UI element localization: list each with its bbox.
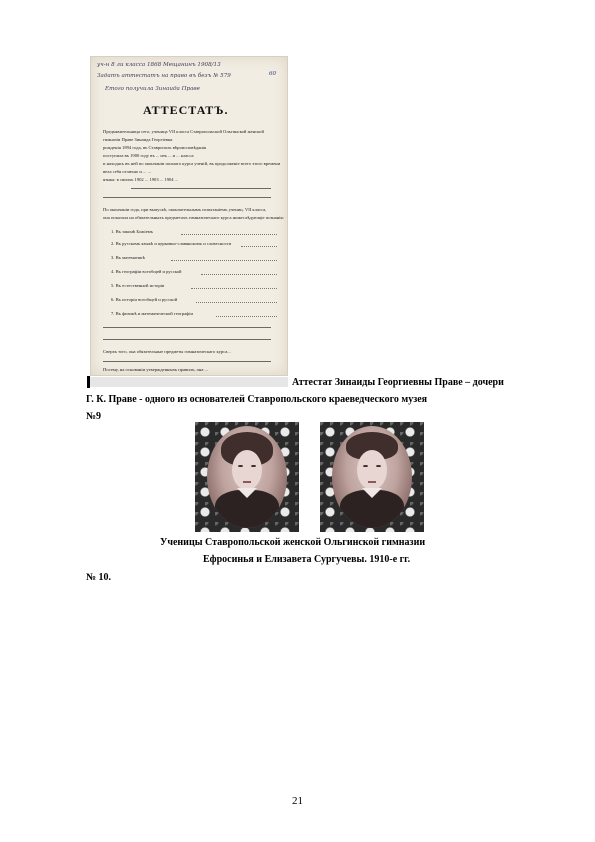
subject-line: 7. Въ физикѣ и математической географіи — [111, 311, 193, 316]
printed-line: По окончаніи года, при выпускѣ, окончательнымъ испытаніемъ учениц. VII класса, — [103, 207, 267, 212]
printed-line: языка: в своихъ 1902 ... 1903 ... 1904 ... — [103, 177, 179, 182]
subject-line: 5. Въ естественной исторіи — [111, 283, 165, 288]
stamp-number: 60 — [269, 71, 277, 77]
subject-line: 6. Въ исторіи всеобщей и русской — [111, 297, 178, 302]
text-selection-highlight — [90, 377, 288, 387]
printed-line: вела себя отлично и ... ... — [103, 169, 152, 174]
printed-line: Сверхъ того, она обязательные предметы гимназическаго курса... — [103, 349, 231, 354]
caption-photos-line1: Ученицы Ставропольской женской Ольгинской гимназии — [160, 537, 426, 548]
printed-line: рожденія 1894 года, въ Ставрополь вѣроисповѣданія — [103, 145, 207, 150]
printed-line: она показала на обязательныхъ предметахъ гимназическаго курса нижеслѣдующіе познанія: — [103, 215, 284, 220]
text-cursor — [87, 376, 90, 388]
printed-line: гимназіи Праве Зинаида Георгіевна — [103, 137, 173, 142]
caption-certificate-line2: Г. К. Праве - одного из основателей Ставропольского краеведческого музея — [86, 394, 428, 405]
caption-photos-number: № 10. — [86, 572, 112, 583]
portrait-photo-left — [195, 422, 299, 532]
printed-line: Посему, на основаніи утвержденныхъ правилъ, она ... — [103, 367, 208, 372]
handwritten-note-1: уч-н 8 ли класса 1868 Мещанинъ 1908/13 — [97, 62, 221, 68]
handwritten-note-2: Задатъ аттестатъ на право въ безъ № 579 — [97, 73, 231, 79]
caption-photos-line2: Ефросинья и Елизавета Сургучевы. 1910-е гг. — [203, 554, 411, 565]
portrait-photo-right — [320, 422, 424, 532]
handwritten-note-3: Етого получила Зинаида Праве — [105, 86, 200, 92]
caption-certificate-line1: Аттестат Зинаиды Георгиевны Праве – дочери — [292, 377, 504, 388]
subject-line: 4. Въ географіи всеобщей и русской — [111, 269, 182, 274]
certificate-scan-image — [90, 56, 288, 376]
printed-line: поступила въ 1900 году въ ... изъ ... и ... класса — [103, 153, 194, 158]
page-number: 21 — [292, 795, 303, 807]
subject-line: 3. Въ математикѣ — [111, 255, 146, 260]
subject-line: 2. Въ русскомъ языкѣ и церковно-славянскомъ и словесности — [111, 241, 232, 246]
certificate-title: АТТЕСТАТЪ. — [143, 103, 229, 117]
subject-line: 1. Въ законѣ Божіемъ — [111, 229, 154, 234]
caption-certificate-number: №9 — [86, 411, 102, 422]
printed-line: Предъявительница сего, ученица VII класса Ставропольской Ольгинской женской — [103, 129, 264, 134]
printed-line: и находясь въ ней по окончаніи полнаго курса ученій, въ продолженіе всего этого времени — [103, 161, 281, 166]
